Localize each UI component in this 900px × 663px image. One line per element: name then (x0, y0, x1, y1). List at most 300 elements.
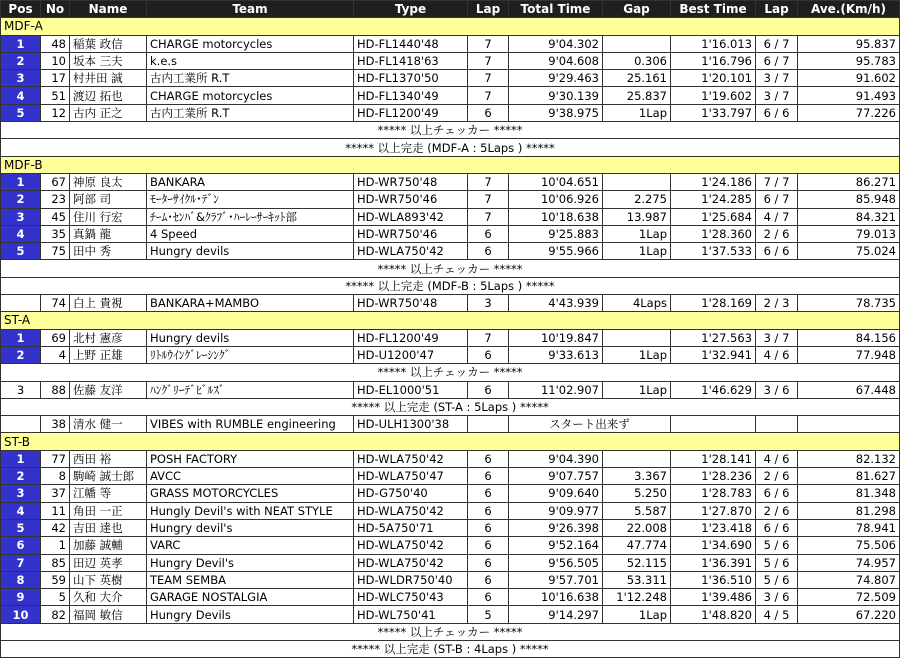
cell-total-time: 9'57.701 (509, 571, 603, 588)
table-row (1, 485, 900, 502)
cell-gap: 2.275 (603, 191, 671, 208)
cell-no: 37 (41, 485, 70, 502)
cell-average-speed: 81.627 (798, 468, 900, 485)
cell-pos: 5 (1, 243, 41, 260)
header-average-speed: Ave.(Km/h) (798, 1, 900, 18)
cell-gap: 22.008 (603, 519, 671, 536)
class-header-row (1, 312, 900, 329)
cell-gap: 1'12.248 (603, 589, 671, 606)
cell-best-lap: 6 / 7 (756, 52, 798, 69)
cell-gap: 1Lap (603, 381, 671, 398)
cell-average-speed: 85.948 (798, 191, 900, 208)
cell-lap: 6 (468, 537, 509, 554)
cell-total-time: 9'04.608 (509, 52, 603, 69)
cell-gap (603, 450, 671, 467)
cell-team: Hungry devil's (147, 519, 354, 536)
cell-pos: 3 (1, 70, 41, 87)
class-label: MDF-A (1, 18, 900, 35)
note-text: ***** 以上完走 (MDF-A : 5Laps ) ***** (1, 139, 900, 156)
class-header-row (1, 18, 900, 35)
cell-average-speed: 77.226 (798, 104, 900, 121)
cell-gap: 1Lap (603, 104, 671, 121)
cell-best-lap (756, 416, 798, 433)
cell-pos: 9 (1, 589, 41, 606)
note-row (1, 139, 900, 156)
cell-total-time: 4'43.939 (509, 295, 603, 312)
cell-average-speed: 86.271 (798, 173, 900, 190)
cell-total-time: 9'09.977 (509, 502, 603, 519)
cell-average-speed (798, 416, 900, 433)
cell-type: HD-WR750'48 (354, 173, 468, 190)
cell-type: HD-WLDR750'40 (354, 571, 468, 588)
cell-pos: 1 (1, 35, 41, 52)
note-text: ***** 以上チェッカー ***** (1, 122, 900, 139)
cell-best-lap: 2 / 3 (756, 295, 798, 312)
cell-team: CHARGE motorcycles (147, 35, 354, 52)
cell-best-time: 1'25.684 (671, 208, 756, 225)
cell-best-time: 1'32.941 (671, 346, 756, 363)
table-row (1, 329, 900, 346)
cell-gap: 47.774 (603, 537, 671, 554)
cell-name: 神原 良太 (70, 173, 147, 190)
cell-team: ﾓｰﾀｰｻｲｸﾙ･ﾃﾞﾝ (147, 191, 354, 208)
cell-gap: 53.311 (603, 571, 671, 588)
cell-pos: 3 (1, 208, 41, 225)
cell-name: 吉田 達也 (70, 519, 147, 536)
cell-best-time: 1'28.360 (671, 225, 756, 242)
cell-no: 10 (41, 52, 70, 69)
cell-no: 12 (41, 104, 70, 121)
note-text: ***** 以上完走 (MDF-B : 5Laps ) ***** (1, 277, 900, 294)
cell-best-lap: 6 / 6 (756, 519, 798, 536)
cell-best-time: 1'39.486 (671, 589, 756, 606)
cell-no: 5 (41, 589, 70, 606)
cell-best-time: 1'27.870 (671, 502, 756, 519)
cell-lap: 6 (468, 519, 509, 536)
cell-no: 8 (41, 468, 70, 485)
cell-total-time: 11'02.907 (509, 381, 603, 398)
table-row (1, 450, 900, 467)
cell-pos: 2 (1, 346, 41, 363)
cell-best-lap: 4 / 6 (756, 346, 798, 363)
cell-gap: 0.306 (603, 52, 671, 69)
table-row (1, 35, 900, 52)
cell-team: POSH FACTORY (147, 450, 354, 467)
note-row (1, 364, 900, 381)
cell-average-speed: 82.132 (798, 450, 900, 467)
cell-no: 75 (41, 243, 70, 260)
cell-best-lap: 3 / 7 (756, 87, 798, 104)
cell-best-time: 1'27.563 (671, 329, 756, 346)
cell-team: ﾘﾄﾙｳｲﾝｸﾞﾚｰｼﾝｸﾞ (147, 346, 354, 363)
cell-best-time: 1'33.797 (671, 104, 756, 121)
cell-name: 上野 正雄 (70, 346, 147, 363)
cell-type: HD-ULH1300'38 (354, 416, 468, 433)
cell-average-speed: 75.024 (798, 243, 900, 260)
cell-name: 田辺 英孝 (70, 554, 147, 571)
cell-no: 51 (41, 87, 70, 104)
cell-type: HD-WR750'46 (354, 191, 468, 208)
table-row (1, 191, 900, 208)
cell-pos: 6 (1, 537, 41, 554)
note-text: ***** 以上チェッカー ***** (1, 364, 900, 381)
table-row (1, 104, 900, 121)
cell-team: Hungly Devil's with NEAT STYLE (147, 502, 354, 519)
cell-team: AVCC (147, 468, 354, 485)
note-text: ***** 以上チェッカー ***** (1, 260, 900, 277)
cell-team: 古内工業所 R.T (147, 104, 354, 121)
cell-total-time: 9'04.302 (509, 35, 603, 52)
cell-team: ﾁｰﾑ･ｾﾝﾊﾞ&ｸﾗﾌﾞ･ﾊｰﾚｰｻｰｷｯﾄ部 (147, 208, 354, 225)
cell-lap: 6 (468, 571, 509, 588)
cell-team: VARC (147, 537, 354, 554)
cell-average-speed: 91.602 (798, 70, 900, 87)
cell-name: 清水 健一 (70, 416, 147, 433)
cell-average-speed: 91.493 (798, 87, 900, 104)
cell-lap: 6 (468, 225, 509, 242)
cell-total-time: 10'19.847 (509, 329, 603, 346)
cell-gap: 13.987 (603, 208, 671, 225)
cell-gap: 25.161 (603, 70, 671, 87)
cell-team: BANKARA+MAMBO (147, 295, 354, 312)
cell-best-lap: 3 / 7 (756, 70, 798, 87)
cell-average-speed: 78.941 (798, 519, 900, 536)
cell-no: 42 (41, 519, 70, 536)
cell-type: HD-WLA750'42 (354, 243, 468, 260)
cell-type: HD-WLA750'42 (354, 502, 468, 519)
cell-total-time: 9'14.297 (509, 606, 603, 623)
cell-type: HD-EL1000'51 (354, 381, 468, 398)
cell-pos: 5 (1, 104, 41, 121)
cell-type: HD-WR750'48 (354, 295, 468, 312)
header-gap: Gap (603, 1, 671, 18)
cell-team: Hungry Devil's (147, 554, 354, 571)
cell-name: 江幡 等 (70, 485, 147, 502)
cell-lap (468, 416, 509, 433)
cell-type: HD-5A750'71 (354, 519, 468, 536)
cell-team: 4 Speed (147, 225, 354, 242)
cell-no: 48 (41, 35, 70, 52)
table-row (1, 606, 900, 623)
table-row (1, 173, 900, 190)
cell-name: 北村 憲彦 (70, 329, 147, 346)
cell-best-time: 1'23.418 (671, 519, 756, 536)
cell-team: Hungry devils (147, 329, 354, 346)
table-row (1, 295, 900, 312)
cell-name: 佐藤 友洋 (70, 381, 147, 398)
cell-average-speed: 81.348 (798, 485, 900, 502)
table-row (1, 225, 900, 242)
table-row (1, 52, 900, 69)
header-no: No (41, 1, 70, 18)
cell-name: 稲葉 政信 (70, 35, 147, 52)
cell-type: HD-WLA750'42 (354, 554, 468, 571)
cell-name: 村井田 誠 (70, 70, 147, 87)
cell-gap (603, 173, 671, 190)
cell-lap: 6 (468, 381, 509, 398)
class-label: ST-B (1, 433, 900, 450)
cell-total-time: 10'06.926 (509, 191, 603, 208)
cell-no: 4 (41, 346, 70, 363)
cell-pos: 3 (1, 485, 41, 502)
cell-pos: 4 (1, 87, 41, 104)
cell-type: HD-FL1340'49 (354, 87, 468, 104)
cell-type: HD-WL750'41 (354, 606, 468, 623)
cell-gap (603, 35, 671, 52)
cell-name: 白上 貴視 (70, 295, 147, 312)
cell-gap: 1Lap (603, 243, 671, 260)
cell-name: 坂本 三夫 (70, 52, 147, 69)
table-row (1, 346, 900, 363)
cell-gap: 5.587 (603, 502, 671, 519)
cell-no: 59 (41, 571, 70, 588)
cell-gap: 4Laps (603, 295, 671, 312)
table-row (1, 381, 900, 398)
cell-no: 23 (41, 191, 70, 208)
class-header-row (1, 433, 900, 450)
note-text: ***** 以上完走 (ST-B : 4Laps ) ***** (1, 640, 900, 657)
cell-lap: 6 (468, 243, 509, 260)
cell-name: 福岡 敏信 (70, 606, 147, 623)
cell-best-time: 1'16.796 (671, 52, 756, 69)
cell-best-lap: 6 / 6 (756, 104, 798, 121)
cell-pos: 10 (1, 606, 41, 623)
cell-name: 渡辺 拓也 (70, 87, 147, 104)
cell-total-time: 9'56.505 (509, 554, 603, 571)
cell-best-time: 1'28.783 (671, 485, 756, 502)
results-body (1, 18, 900, 658)
cell-average-speed: 84.156 (798, 329, 900, 346)
header-type: Type (354, 1, 468, 18)
table-row (1, 589, 900, 606)
cell-pos: 1 (1, 329, 41, 346)
cell-average-speed: 78.735 (798, 295, 900, 312)
cell-best-time: 1'24.285 (671, 191, 756, 208)
cell-total-time: 9'25.883 (509, 225, 603, 242)
cell-best-time: 1'24.186 (671, 173, 756, 190)
cell-gap: 3.367 (603, 468, 671, 485)
cell-type: HD-WLA750'47 (354, 468, 468, 485)
cell-average-speed: 67.220 (798, 606, 900, 623)
cell-no: 77 (41, 450, 70, 467)
cell-average-speed: 95.837 (798, 35, 900, 52)
cell-average-speed: 72.509 (798, 589, 900, 606)
cell-no: 82 (41, 606, 70, 623)
cell-total-time: 9'04.390 (509, 450, 603, 467)
cell-type: HD-WR750'46 (354, 225, 468, 242)
cell-total-time: 9'09.640 (509, 485, 603, 502)
note-row (1, 277, 900, 294)
cell-no: 35 (41, 225, 70, 242)
header-total-time: Total Time (509, 1, 603, 18)
cell-pos: 4 (1, 225, 41, 242)
cell-best-time: 1'48.820 (671, 606, 756, 623)
table-row (1, 70, 900, 87)
cell-best-time: 1'46.629 (671, 381, 756, 398)
cell-average-speed: 95.783 (798, 52, 900, 69)
header-lap: Lap (468, 1, 509, 18)
table-row (1, 243, 900, 260)
cell-average-speed: 67.448 (798, 381, 900, 398)
cell-best-lap: 5 / 6 (756, 554, 798, 571)
cell-lap: 6 (468, 502, 509, 519)
cell-type: HD-FL1418'63 (354, 52, 468, 69)
cell-best-lap: 5 / 6 (756, 537, 798, 554)
table-row (1, 519, 900, 536)
cell-pos: 7 (1, 554, 41, 571)
cell-best-time: 1'28.236 (671, 468, 756, 485)
cell-average-speed: 79.013 (798, 225, 900, 242)
cell-average-speed: 84.321 (798, 208, 900, 225)
cell-pos (1, 295, 41, 312)
cell-pos: 2 (1, 468, 41, 485)
cell-lap: 7 (468, 35, 509, 52)
cell-no: 67 (41, 173, 70, 190)
cell-best-lap: 4 / 5 (756, 606, 798, 623)
cell-pos (1, 416, 41, 433)
cell-no: 17 (41, 70, 70, 87)
cell-best-lap: 3 / 7 (756, 329, 798, 346)
cell-type: HD-WLC750'43 (354, 589, 468, 606)
cell-gap: 1Lap (603, 606, 671, 623)
cell-lap: 7 (468, 87, 509, 104)
cell-best-time: 1'36.391 (671, 554, 756, 571)
cell-lap: 3 (468, 295, 509, 312)
table-row (1, 87, 900, 104)
cell-lap: 6 (468, 468, 509, 485)
cell-best-lap: 3 / 6 (756, 589, 798, 606)
cell-best-time: 1'16.013 (671, 35, 756, 52)
cell-lap: 7 (468, 70, 509, 87)
cell-type: HD-FL1440'48 (354, 35, 468, 52)
cell-total-time: 10'04.651 (509, 173, 603, 190)
cell-total-time: 9'52.164 (509, 537, 603, 554)
cell-total-time: 9'55.966 (509, 243, 603, 260)
cell-lap: 7 (468, 329, 509, 346)
cell-pos: 1 (1, 450, 41, 467)
cell-best-time: 1'19.602 (671, 87, 756, 104)
header-name: Name (70, 1, 147, 18)
table-row (1, 208, 900, 225)
cell-best-time (671, 416, 756, 433)
cell-best-lap: 5 / 6 (756, 571, 798, 588)
cell-type: HD-WLA750'42 (354, 450, 468, 467)
cell-best-lap: 4 / 7 (756, 208, 798, 225)
cell-best-time: 1'36.510 (671, 571, 756, 588)
cell-name: 西田 裕 (70, 450, 147, 467)
note-row (1, 260, 900, 277)
cell-pos: 2 (1, 191, 41, 208)
cell-total-time: 9'26.398 (509, 519, 603, 536)
cell-best-lap: 2 / 6 (756, 225, 798, 242)
cell-total-time: 9'07.757 (509, 468, 603, 485)
cell-average-speed: 81.298 (798, 502, 900, 519)
cell-team: 古内工業所 R.T (147, 70, 354, 87)
cell-team: Hungry devils (147, 243, 354, 260)
cell-average-speed: 74.807 (798, 571, 900, 588)
cell-best-lap: 4 / 6 (756, 450, 798, 467)
header-row (1, 1, 900, 18)
class-label: MDF-B (1, 156, 900, 173)
cell-pos: 5 (1, 519, 41, 536)
cell-no: 11 (41, 502, 70, 519)
cell-no: 1 (41, 537, 70, 554)
cell-team: CHARGE motorcycles (147, 87, 354, 104)
cell-total-time: 9'38.975 (509, 104, 603, 121)
cell-lap: 7 (468, 52, 509, 69)
cell-status: スタート出来ず (509, 416, 671, 433)
cell-lap: 7 (468, 173, 509, 190)
cell-type: HD-G750'40 (354, 485, 468, 502)
cell-team: VIBES with RUMBLE engineering (147, 416, 354, 433)
header-pos: Pos (1, 1, 41, 18)
cell-average-speed: 74.957 (798, 554, 900, 571)
cell-gap (603, 329, 671, 346)
cell-best-lap: 2 / 6 (756, 468, 798, 485)
cell-name: 真鍋 龍 (70, 225, 147, 242)
cell-best-time: 1'28.141 (671, 450, 756, 467)
cell-gap: 1Lap (603, 225, 671, 242)
cell-gap: 5.250 (603, 485, 671, 502)
cell-pos: 1 (1, 173, 41, 190)
class-label: ST-A (1, 312, 900, 329)
cell-name: 久和 大介 (70, 589, 147, 606)
cell-gap: 25.837 (603, 87, 671, 104)
cell-best-lap: 2 / 6 (756, 502, 798, 519)
cell-average-speed: 77.948 (798, 346, 900, 363)
cell-type: HD-WLA893'42 (354, 208, 468, 225)
cell-gap: 52.115 (603, 554, 671, 571)
cell-team: ﾊﾝｸﾞﾘｰﾃﾞﾋﾞﾙｽﾞ (147, 381, 354, 398)
cell-best-time: 1'28.169 (671, 295, 756, 312)
table-row (1, 502, 900, 519)
header-team: Team (147, 1, 354, 18)
cell-total-time: 10'16.638 (509, 589, 603, 606)
class-header-row (1, 156, 900, 173)
cell-lap: 6 (468, 485, 509, 502)
cell-best-time: 1'34.690 (671, 537, 756, 554)
cell-name: 田中 秀 (70, 243, 147, 260)
cell-team: Hungry Devils (147, 606, 354, 623)
table-row (1, 554, 900, 571)
table-row (1, 468, 900, 485)
cell-best-lap: 6 / 7 (756, 191, 798, 208)
cell-best-lap: 6 / 6 (756, 243, 798, 260)
cell-pos: 2 (1, 52, 41, 69)
cell-best-lap: 6 / 6 (756, 485, 798, 502)
header-best-time: Best Time (671, 1, 756, 18)
cell-lap: 6 (468, 104, 509, 121)
cell-lap: 6 (468, 554, 509, 571)
cell-pos: 8 (1, 571, 41, 588)
cell-team: BANKARA (147, 173, 354, 190)
cell-total-time: 9'30.139 (509, 87, 603, 104)
cell-lap: 6 (468, 346, 509, 363)
cell-name: 加藤 誠輔 (70, 537, 147, 554)
note-row (1, 122, 900, 139)
cell-lap: 6 (468, 450, 509, 467)
cell-name: 駒崎 誠士郎 (70, 468, 147, 485)
cell-type: HD-FL1200'49 (354, 329, 468, 346)
note-row (1, 640, 900, 657)
cell-type: HD-WLA750'42 (354, 537, 468, 554)
cell-name: 山下 英樹 (70, 571, 147, 588)
cell-lap: 7 (468, 191, 509, 208)
cell-name: 古内 正之 (70, 104, 147, 121)
cell-pos: 3 (1, 381, 41, 398)
cell-name: 阿部 司 (70, 191, 147, 208)
cell-type: HD-U1200'47 (354, 346, 468, 363)
